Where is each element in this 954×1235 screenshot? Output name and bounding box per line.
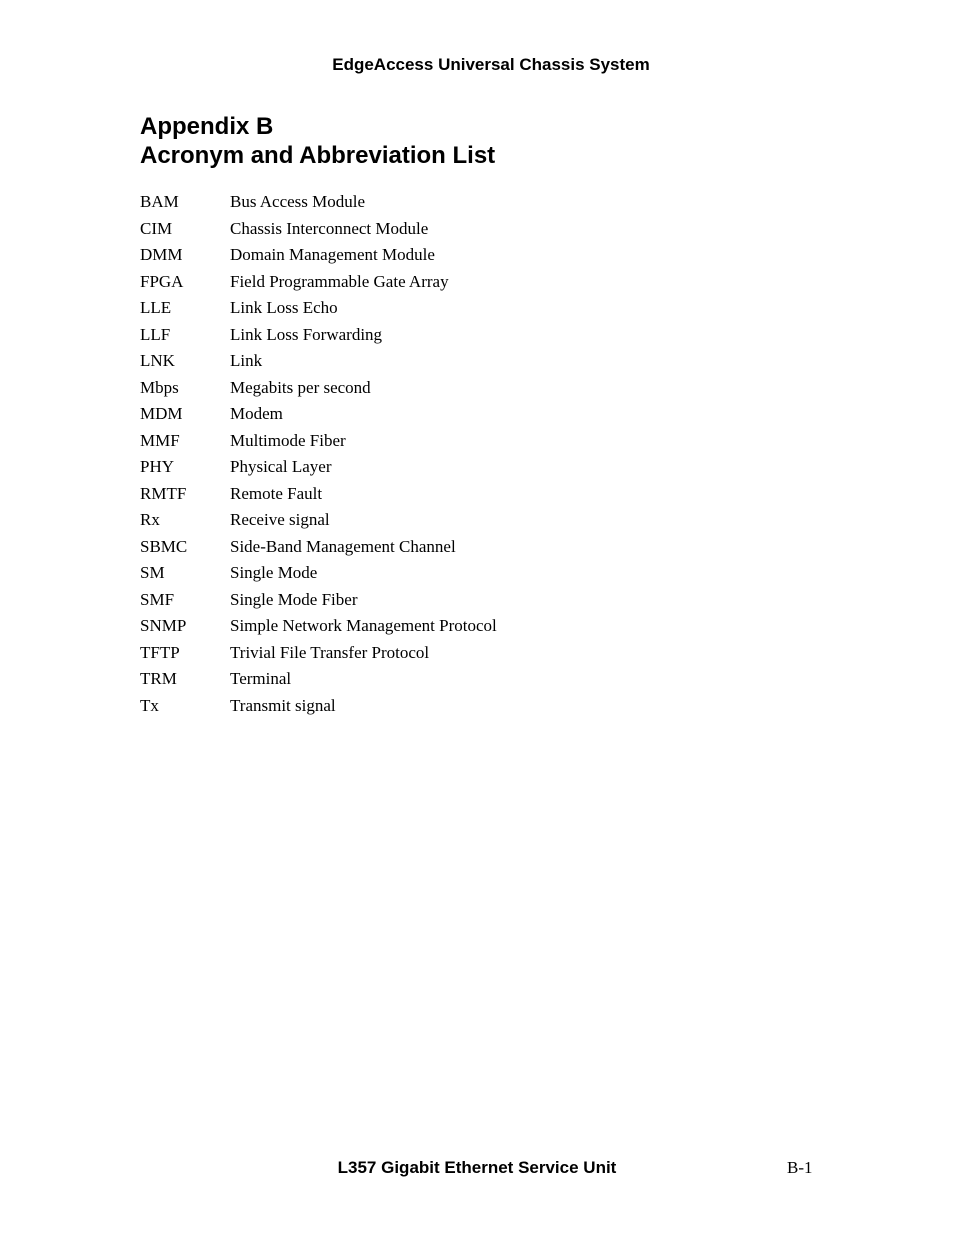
acronym-abbreviation: CIM: [140, 218, 173, 238]
running-header: EdgeAccess Universal Chassis System: [332, 55, 650, 74]
acronym-row: [140, 348, 497, 375]
footer-title: L357 Gigabit Ethernet Service Unit: [337, 1158, 617, 1177]
acronym-abbreviation: BAM: [140, 192, 179, 211]
acronym-row: [140, 269, 497, 296]
acronym-row: [140, 189, 497, 216]
acronym-meaning: Link: [230, 351, 263, 370]
acronym-row: [140, 481, 497, 508]
acronym-meaning: Terminal: [230, 669, 292, 688]
acronym-row: [140, 613, 497, 640]
acronym-row: [140, 295, 497, 322]
acronym-meaning: Simple Network Management Protocol: [230, 616, 497, 635]
acronym-abbreviation: LLF: [140, 324, 171, 344]
acronym-meaning: Link Loss Forwarding: [230, 324, 383, 344]
acronym-abbreviation: TFTP: [140, 642, 180, 662]
acronym-meaning: Transmit signal: [230, 695, 336, 715]
acronym-meaning: Field Programmable Gate Array: [230, 271, 449, 291]
acronym-meaning: Modem: [230, 404, 283, 423]
acronym-abbreviation: MMF: [140, 430, 180, 450]
acronym-abbreviation: Mbps: [140, 377, 179, 397]
acronym-row: [140, 640, 497, 667]
acronym-abbreviation: SMF: [140, 589, 175, 609]
acronym-row: [140, 375, 497, 402]
acronym-row: [140, 560, 497, 587]
acronym-abbreviation: RMTF: [140, 483, 187, 503]
acronym-meaning: Receive signal: [230, 510, 330, 529]
acronym-row: [140, 216, 497, 243]
acronym-row: [140, 587, 497, 614]
acronym-meaning: Side-Band Management Channel: [230, 536, 456, 556]
acronym-abbreviation: SNMP: [140, 616, 187, 635]
acronym-abbreviation: PHY: [140, 457, 175, 476]
acronym-list: [140, 189, 497, 719]
acronym-meaning: Multimode Fiber: [230, 430, 346, 450]
acronym-abbreviation: FPGA: [140, 271, 184, 291]
acronym-meaning: Domain Management Module: [230, 245, 435, 264]
page-number: B-1: [787, 1158, 813, 1177]
acronym-meaning: Bus Access Module: [230, 192, 366, 211]
acronym-abbreviation: SM: [140, 563, 165, 582]
acronym-row: [140, 242, 497, 269]
acronym-row: [140, 693, 497, 720]
acronym-row: [140, 401, 497, 428]
acronym-meaning: Link Loss Echo: [230, 298, 338, 317]
acronym-row: [140, 322, 497, 349]
acronym-row: [140, 534, 497, 561]
acronym-row: [140, 454, 497, 481]
acronym-abbreviation: MDM: [140, 404, 183, 423]
acronym-row: [140, 666, 497, 693]
acronym-abbreviation: Tx: [140, 695, 159, 715]
acronym-meaning: Trivial File Transfer Protocol: [230, 642, 430, 662]
acronym-abbreviation: LNK: [140, 351, 175, 370]
appendix-title: [140, 112, 495, 170]
acronym-meaning: Remote Fault: [230, 483, 323, 503]
acronym-row: [140, 428, 497, 455]
acronym-meaning: Single Mode Fiber: [230, 589, 358, 609]
acronym-abbreviation: Rx: [140, 510, 160, 529]
acronym-meaning: Physical Layer: [230, 457, 332, 476]
acronym-row: [140, 507, 497, 534]
acronym-abbreviation: LLE: [140, 298, 172, 317]
appendix-title-line2: Acronym and Abbreviation List: [140, 142, 496, 169]
acronym-meaning: Megabits per second: [230, 377, 371, 397]
acronym-abbreviation: DMM: [140, 245, 183, 264]
acronym-meaning: Single Mode: [230, 563, 318, 582]
appendix-title-line1: Appendix B: [140, 113, 274, 140]
acronym-meaning: Chassis Interconnect Module: [230, 218, 429, 238]
acronym-abbreviation: SBMC: [140, 536, 188, 556]
acronym-abbreviation: TRM: [140, 669, 177, 688]
